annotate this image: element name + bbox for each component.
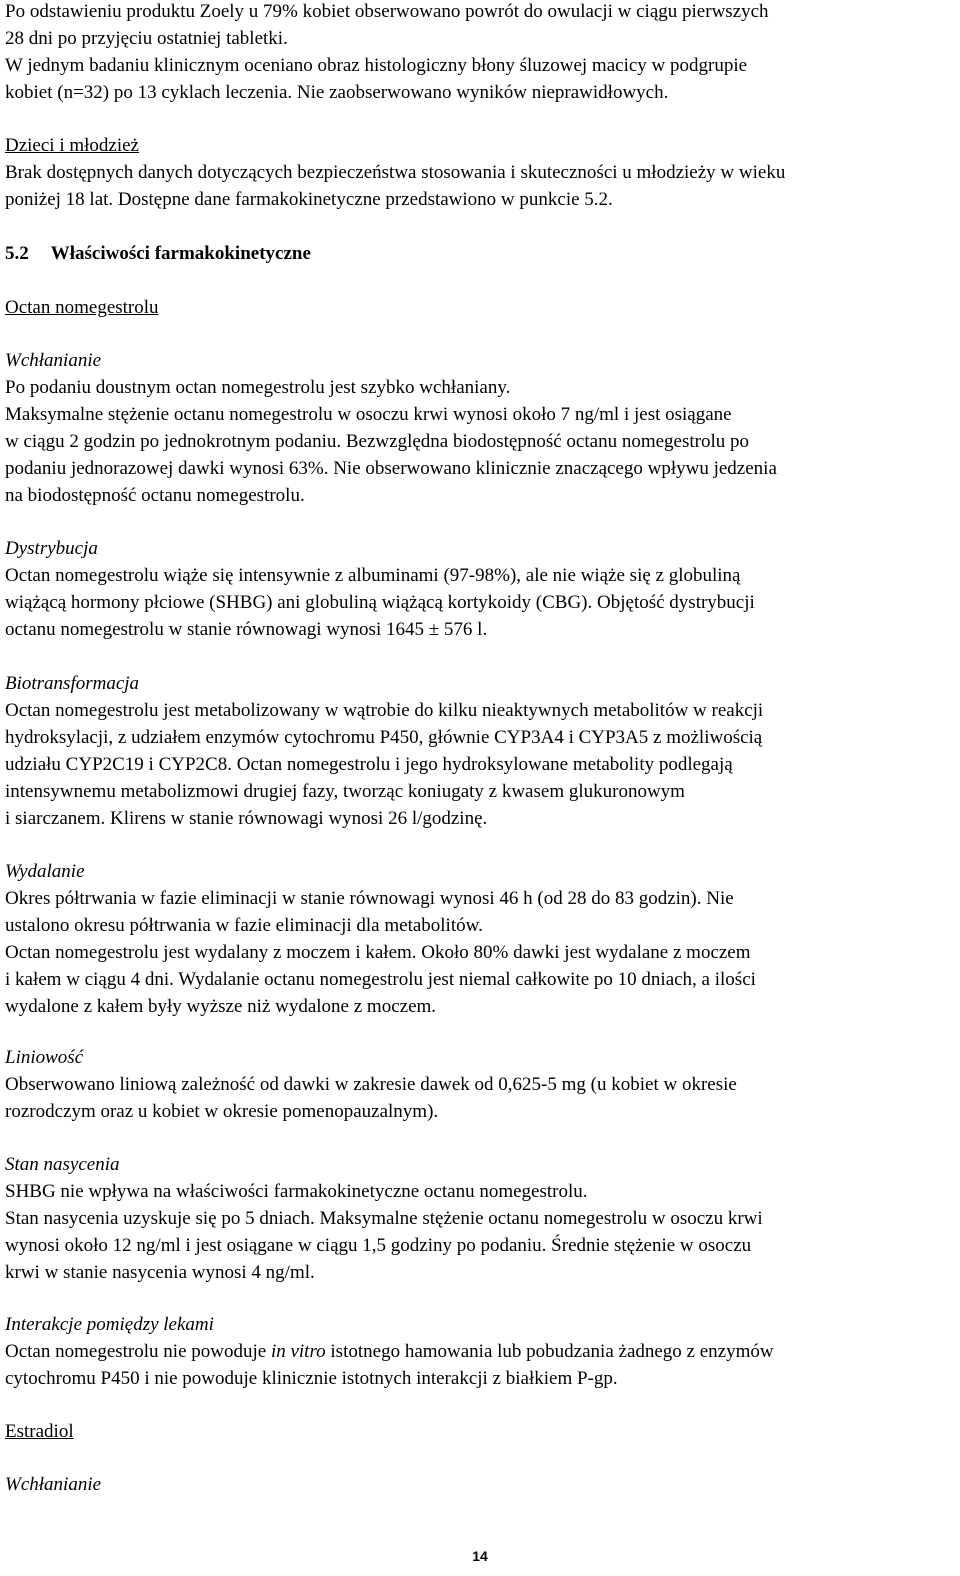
subheading-elimination: Wydalanie	[5, 861, 85, 882]
text-line: SHBG nie wpływa na właściwości farmakokinetyczne octanu nomegestrolu.	[5, 1181, 588, 1202]
text-line: w ciągu 2 godzin po jednokrotnym podaniu. Bezwzględna biodostępność octanu nomegestrolu po	[5, 431, 750, 452]
subheading-absorption: Wchłanianie	[5, 350, 102, 371]
text-line: Brak dostępnych danych dotyczących bezpieczeństwa stosowania i skuteczności u młodzieży w wieku	[5, 162, 786, 183]
subheading-distribution: Dystrybucja	[5, 538, 98, 559]
text-span: Octan nomegestrolu nie powoduje	[5, 1341, 271, 1362]
text-line: hydroksylacji, z udziałem enzymów cytochromu P450, głównie CYP3A4 i CYP3A5 z możliwością	[5, 727, 763, 748]
page-number: 14	[472, 1548, 488, 1564]
text-line: wiążącą hormony płciowe (SHBG) ani globuliną wiążącą kortykoidy (CBG). Objętość dystrybucji	[5, 592, 755, 613]
text-line: wynosi około 12 ng/ml i jest osiągane w ciągu 1,5 godziny po podaniu. Średnie stężenie w osoczu	[5, 1235, 752, 1256]
text-line: 28 dni po przyjęciu ostatniej tabletki.	[5, 28, 288, 49]
text-span: istotnego hamowania lub pobudzania żadnego z enzymów	[325, 1341, 774, 1362]
text-line: i siarczanem. Klirens w stanie równowagi wynosi 26 l/godzinę.	[5, 808, 488, 829]
text-line: podaniu jednorazowej dawki wynosi 63%. Nie obserwowano klinicznie znaczącego wpływu jedzenia	[5, 458, 777, 479]
text-line: poniżej 18 lat. Dostępne dane farmakokinetyczne przedstawiono w punkcie 5.2.	[5, 189, 613, 210]
subheading-linearity: Liniowość	[5, 1047, 84, 1068]
text-line: Octan nomegestrolu wiąże się intensywnie z albuminami (97-98%), ale nie wiąże się z globuliną	[5, 565, 741, 586]
text-line	[5, 1340, 774, 1364]
text-line: wydalone z kałem były wyższe niż wydalone z moczem.	[5, 996, 437, 1017]
text-line: krwi w stanie nasycenia wynosi 4 ng/ml.	[5, 1262, 315, 1283]
text-line: Po odstawieniu produktu Zoely u 79% kobiet obserwowano powrót do owulacji w ciągu pierwszych	[5, 1, 769, 22]
substance-heading-estradiol: Estradiol	[5, 1421, 74, 1442]
subheading-absorption-estradiol: Wchłanianie	[5, 1474, 102, 1495]
text-line: ustalono okresu półtrwania w fazie eliminacji dla metabolitów.	[5, 915, 483, 936]
text-line: udziału CYP2C19 i CYP2C8. Octan nomegestrolu i jego hydroksylowane metabolity podlegają	[5, 754, 733, 775]
text-line: Octan nomegestrolu jest metabolizowany w wątrobie do kilku nieaktywnych metabolitów w reakcji	[5, 700, 764, 721]
subheading-biotransformation: Biotransformacja	[5, 673, 140, 694]
text-span-italic: in vitro	[270, 1341, 326, 1362]
text-line: Okres półtrwania w fazie eliminacji w stanie równowagi wynosi 46 h (od 28 do 83 godzin). Nie	[5, 888, 734, 909]
section-heading-children: Dzieci i młodzież	[5, 135, 139, 156]
section-name: Właściwości farmakokinetyczne	[50, 243, 311, 264]
substance-heading: Octan nomegestrolu	[5, 297, 159, 318]
text-line: W jednym badaniu klinicznym oceniano obraz histologiczny błony śluzowej macicy w podgrupie	[5, 55, 748, 76]
text-line: cytochromu P450 i nie powoduje klinicznie istotnych interakcji z białkiem P-gp.	[5, 1368, 618, 1389]
text-line: Octan nomegestrolu jest wydalany z moczem i kałem. Około 80% dawki jest wydalane z moczem	[5, 942, 751, 963]
text-line: Obserwowano liniową zależność od dawki w zakresie dawek od 0,625-5 mg (u kobiet w okresie	[5, 1074, 737, 1095]
text-line: i kałem w ciągu 4 dni. Wydalanie octanu nomegestrolu jest niemal całkowite po 10 dniach, a ilości	[5, 969, 756, 990]
subheading-steady-state: Stan nasycenia	[5, 1154, 120, 1175]
text-line: intensywnemu metabolizmowi drugiej fazy, tworząc koniugaty z kwasem glukuronowym	[5, 781, 685, 802]
text-line: rozrodczym oraz u kobiet w okresie pomenopauzalnym).	[5, 1101, 439, 1122]
section-number: 5.2	[5, 243, 29, 264]
text-line: kobiet (n=32) po 13 cyklach leczenia. Nie zaobserwowano wyników nieprawidłowych.	[5, 82, 669, 103]
text-line: octanu nomegestrolu w stanie równowagi wynosi 1645 ± 576 l.	[5, 619, 488, 640]
text-line: Po podaniu doustnym octan nomegestrolu jest szybko wchłaniany.	[5, 377, 511, 398]
text-line: Maksymalne stężenie octanu nomegestrolu w osoczu krwi wynosi około 7 ng/ml i jest osiągane	[5, 404, 732, 425]
text-line: na biodostępność octanu nomegestrolu.	[5, 485, 305, 506]
section-title	[5, 242, 311, 266]
text-line: Stan nasycenia uzyskuje się po 5 dniach. Maksymalne stężenie octanu nomegestrolu w osoczu krwi	[5, 1208, 763, 1229]
subheading-interactions: Interakcje pomiędzy lekami	[5, 1314, 214, 1335]
